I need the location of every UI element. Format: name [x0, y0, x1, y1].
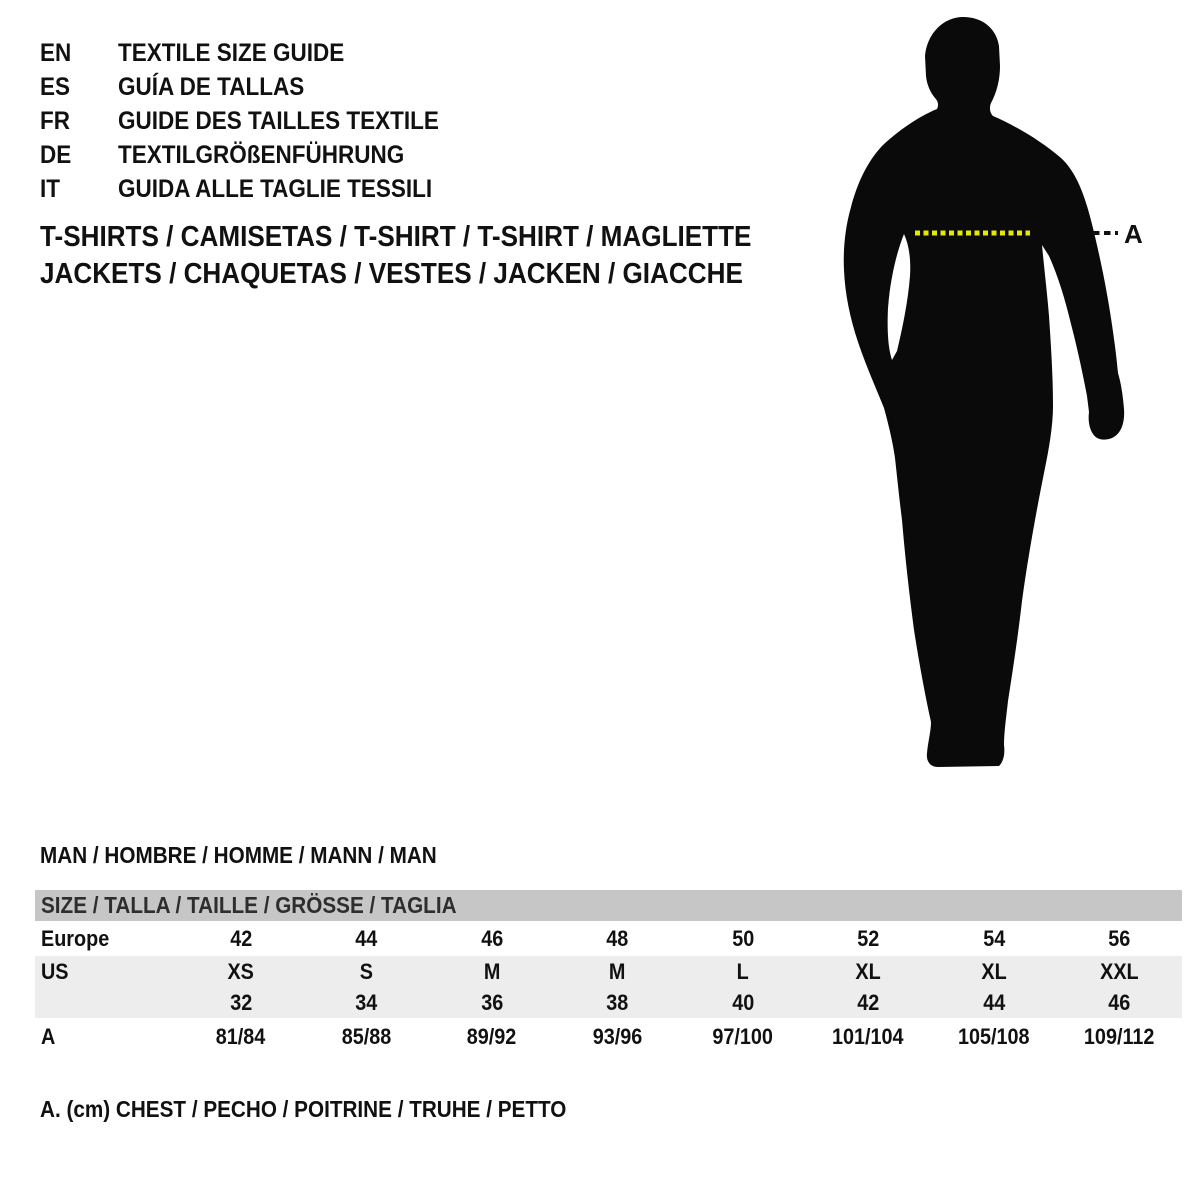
measure-label-a: A: [1124, 219, 1143, 249]
row-label: [35, 990, 178, 1016]
section-title: [40, 842, 481, 869]
table-cell: [680, 959, 806, 985]
language-label: [118, 175, 467, 204]
table-cell: [931, 1024, 1057, 1050]
table-cell: [178, 959, 304, 985]
language-row: [40, 172, 475, 206]
language-code: [40, 39, 118, 68]
row-label-text: US: [41, 958, 69, 984]
garment-category-text: JACKETS / CHAQUETAS / VESTES / JACKEN / GIACCHE: [40, 258, 743, 290]
man-figure: [820, 0, 1200, 800]
language-label-text: GUIDE DES TAILLES TEXTILE: [118, 106, 439, 135]
table-cell: [1057, 926, 1183, 952]
language-code: [40, 73, 118, 102]
language-code-text: FR: [40, 106, 70, 135]
size-table-header-text: SIZE / TALLA / TAILLE / GRÖSSE / TAGLIA: [41, 892, 457, 918]
cell-text: 40: [731, 989, 754, 1015]
table-cell: [806, 959, 932, 985]
cell-text: 89/92: [466, 1024, 517, 1049]
table-cell: [806, 926, 932, 952]
row-label-text: Europe: [41, 925, 110, 951]
table-row-numeric: [35, 987, 1182, 1018]
table-cell: [555, 990, 681, 1016]
table-cell: [304, 990, 430, 1016]
cell-text: M: [483, 958, 500, 984]
cell-text: 42: [229, 925, 252, 951]
table-cell: [806, 1024, 932, 1050]
table-cell: [806, 990, 932, 1016]
measurement-footnote: [40, 1096, 625, 1123]
cell-text: 93/96: [592, 1024, 643, 1049]
cell-text: 81/84: [215, 1024, 266, 1049]
cell-text: 85/88: [341, 1024, 392, 1049]
measurement-footnote-text: A. (cm) CHEST / PECHO / POITRINE / TRUHE / PETTO: [40, 1096, 567, 1122]
language-label-text: GUIDA ALLE TAGLIE TESSILI: [118, 174, 433, 203]
language-row: [40, 138, 475, 172]
cell-text: 54: [982, 925, 1005, 951]
table-cell: [178, 1024, 304, 1050]
language-row: [40, 104, 475, 138]
language-label: [118, 73, 325, 102]
language-label: [118, 107, 475, 136]
table-cell: [1057, 959, 1183, 985]
table-cell: [931, 990, 1057, 1016]
cell-text: 46: [1108, 989, 1131, 1015]
table-cell: [304, 959, 430, 985]
cell-text: 101/104: [832, 1024, 905, 1049]
table-cell: [555, 1024, 681, 1050]
cell-text: S: [359, 958, 373, 984]
cell-text: 34: [355, 989, 378, 1015]
table-cell: [429, 959, 555, 985]
table-cell: [1057, 1024, 1183, 1050]
cell-text: 42: [857, 989, 880, 1015]
row-label: [35, 1024, 178, 1050]
cell-text: 50: [731, 925, 754, 951]
language-code-text: ES: [40, 72, 71, 101]
language-code-text: DE: [40, 140, 72, 169]
language-row: [40, 70, 475, 104]
language-label-text: GUÍA DE TALLAS: [118, 72, 305, 101]
garment-category-line: [40, 219, 831, 256]
man-silhouette: [844, 17, 1124, 767]
table-cell: [680, 990, 806, 1016]
table-cell: [555, 926, 681, 952]
language-label-text: TEXTILE SIZE GUIDE: [118, 38, 345, 67]
table-cell: [1057, 990, 1183, 1016]
cell-text: L: [736, 958, 749, 984]
garment-category-line: [40, 256, 831, 293]
table-row-europe: [35, 921, 1182, 956]
cell-text: M: [608, 958, 626, 984]
language-label: [118, 39, 369, 68]
language-code-text: EN: [40, 38, 72, 67]
garment-category-list: [40, 219, 831, 293]
table-cell: [429, 926, 555, 952]
cell-text: 105/108: [957, 1024, 1030, 1049]
cell-text: 109/112: [1084, 1024, 1155, 1049]
table-cell: [429, 1024, 555, 1050]
size-table-header: [35, 890, 1182, 921]
cell-text: 52: [857, 925, 880, 951]
row-label: [35, 926, 178, 952]
table-cell: [680, 926, 806, 952]
table-row-us: [35, 956, 1182, 987]
size-table: [35, 890, 1182, 1056]
garment-category-text: T-SHIRTS / CAMISETAS / T-SHIRT / T-SHIRT / MAGLIETTE: [40, 221, 752, 253]
section-title-text: MAN / HOMBRE / HOMME / MANN / MAN: [40, 842, 437, 868]
language-code: [40, 107, 118, 136]
language-row: [40, 36, 475, 70]
cell-text: XS: [227, 958, 254, 984]
cell-text: 38: [606, 989, 629, 1015]
cell-text: 97/100: [712, 1024, 774, 1049]
language-list: [40, 36, 475, 206]
language-code: [40, 141, 118, 170]
cell-text: XXL: [1099, 958, 1139, 984]
table-row-chest-cm: [35, 1018, 1182, 1056]
table-cell: [555, 959, 681, 985]
table-cell: [178, 990, 304, 1016]
table-cell: [178, 926, 304, 952]
language-code: [40, 175, 118, 204]
cell-text: 56: [1108, 925, 1131, 951]
cell-text: 44: [355, 925, 378, 951]
table-cell: [931, 959, 1057, 985]
language-label: [118, 141, 436, 170]
table-cell: [680, 1024, 806, 1050]
table-cell: [304, 926, 430, 952]
table-cell: [429, 990, 555, 1016]
cell-text: 36: [480, 989, 503, 1015]
cell-text: XL: [855, 958, 881, 984]
row-label: [35, 959, 178, 985]
cell-text: 44: [982, 989, 1005, 1015]
cell-text: 32: [229, 989, 252, 1015]
cell-text: XL: [981, 958, 1007, 984]
table-cell: [304, 1024, 430, 1050]
cell-text: 48: [606, 925, 629, 951]
language-label-text: TEXTILGRÖßENFÜHRUNG: [118, 140, 405, 169]
language-code-text: IT: [40, 174, 60, 203]
row-label-text: A: [41, 1024, 56, 1049]
table-cell: [931, 926, 1057, 952]
cell-text: 46: [480, 925, 503, 951]
